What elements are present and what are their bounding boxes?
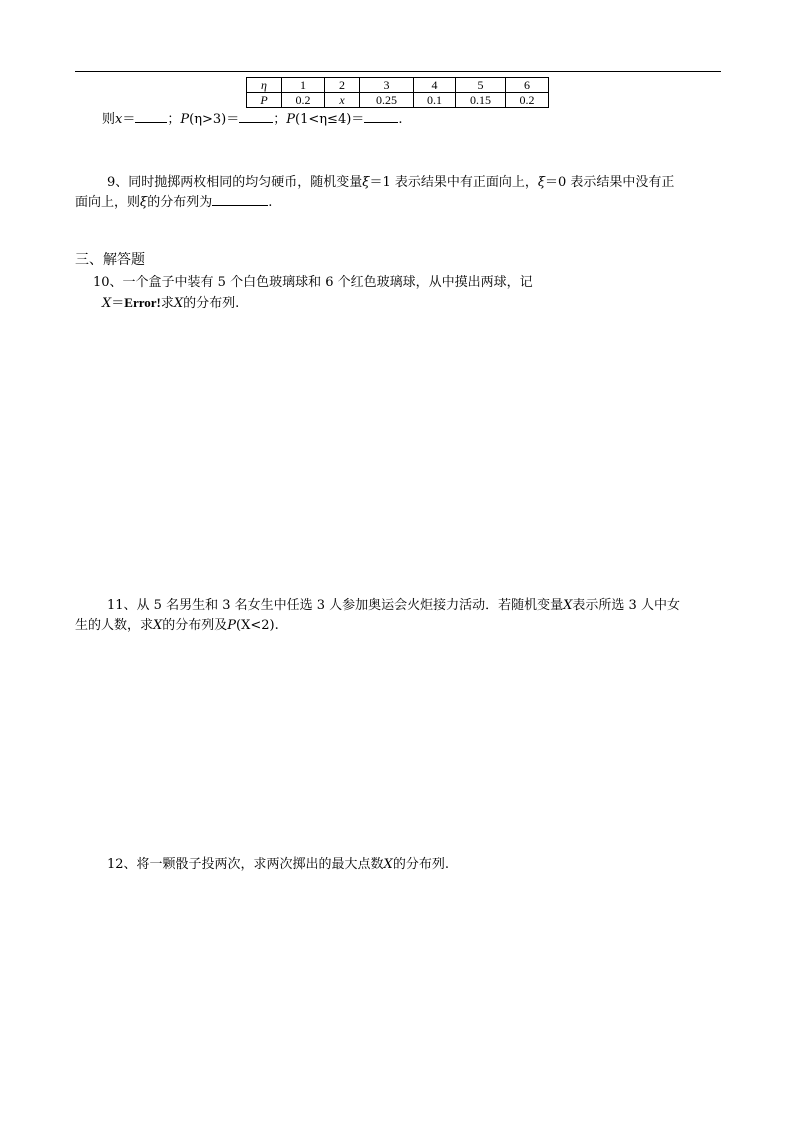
question-10-line2: X＝Error!求X的分布列.	[102, 295, 240, 311]
table-cell: 2	[325, 78, 360, 93]
table-cell: 5	[456, 78, 506, 93]
distribution-table	[246, 77, 549, 108]
answer-blank-x[interactable]	[135, 110, 167, 123]
question-10-line1: 10、一个盒子中装有 5 个白色玻璃球和 6 个红色玻璃球，从中摸出两球，记	[93, 275, 533, 290]
table-row-label: P	[247, 93, 282, 108]
table-row	[247, 93, 549, 108]
table-cell: x	[325, 93, 360, 108]
table-cell: 4	[414, 78, 456, 93]
table-cell: 0.15	[456, 93, 506, 108]
table-cell: 3	[360, 78, 414, 93]
table-cell: 1	[282, 78, 325, 93]
section-heading: 三、解答题	[75, 252, 145, 268]
question-11-line2: 生的人数，求X的分布列及P(X<2).	[75, 618, 279, 633]
question-9-line2: 面向上，则ξ的分布列为 .	[75, 195, 273, 210]
question-8-answers: 则x＝ ；P(η>3)＝ ；P(1<η≤4)＝ .	[102, 112, 403, 127]
table-cell: 0.2	[282, 93, 325, 108]
table-cell: 0.2	[506, 93, 549, 108]
question-9-line1: 9、同时抛掷两枚相同的均匀硬币，随机变量ξ＝1 表示结果中有正面向上，ξ＝0 表示结果中没有正	[107, 175, 675, 190]
answer-blank-p-range[interactable]	[364, 110, 398, 123]
table-cell: 0.25	[360, 93, 414, 108]
answer-blank-p-gt3[interactable]	[239, 110, 273, 123]
table-cell: 6	[506, 78, 549, 93]
header-rule	[75, 71, 721, 72]
question-12: 12、将一颗骰子投两次，求两次掷出的最大点数X的分布列.	[107, 857, 449, 872]
table-cell: 0.1	[414, 93, 456, 108]
error-field: Error!	[124, 295, 161, 310]
table-row-label: η	[247, 78, 282, 93]
question-11-line1: 11、从 5 名男生和 3 名女生中任选 3 人参加奥运会火炬接力活动．若随机变量X表示所选 3 人中女	[107, 598, 680, 613]
table-row	[247, 78, 549, 93]
answer-blank-distribution[interactable]	[212, 193, 268, 206]
